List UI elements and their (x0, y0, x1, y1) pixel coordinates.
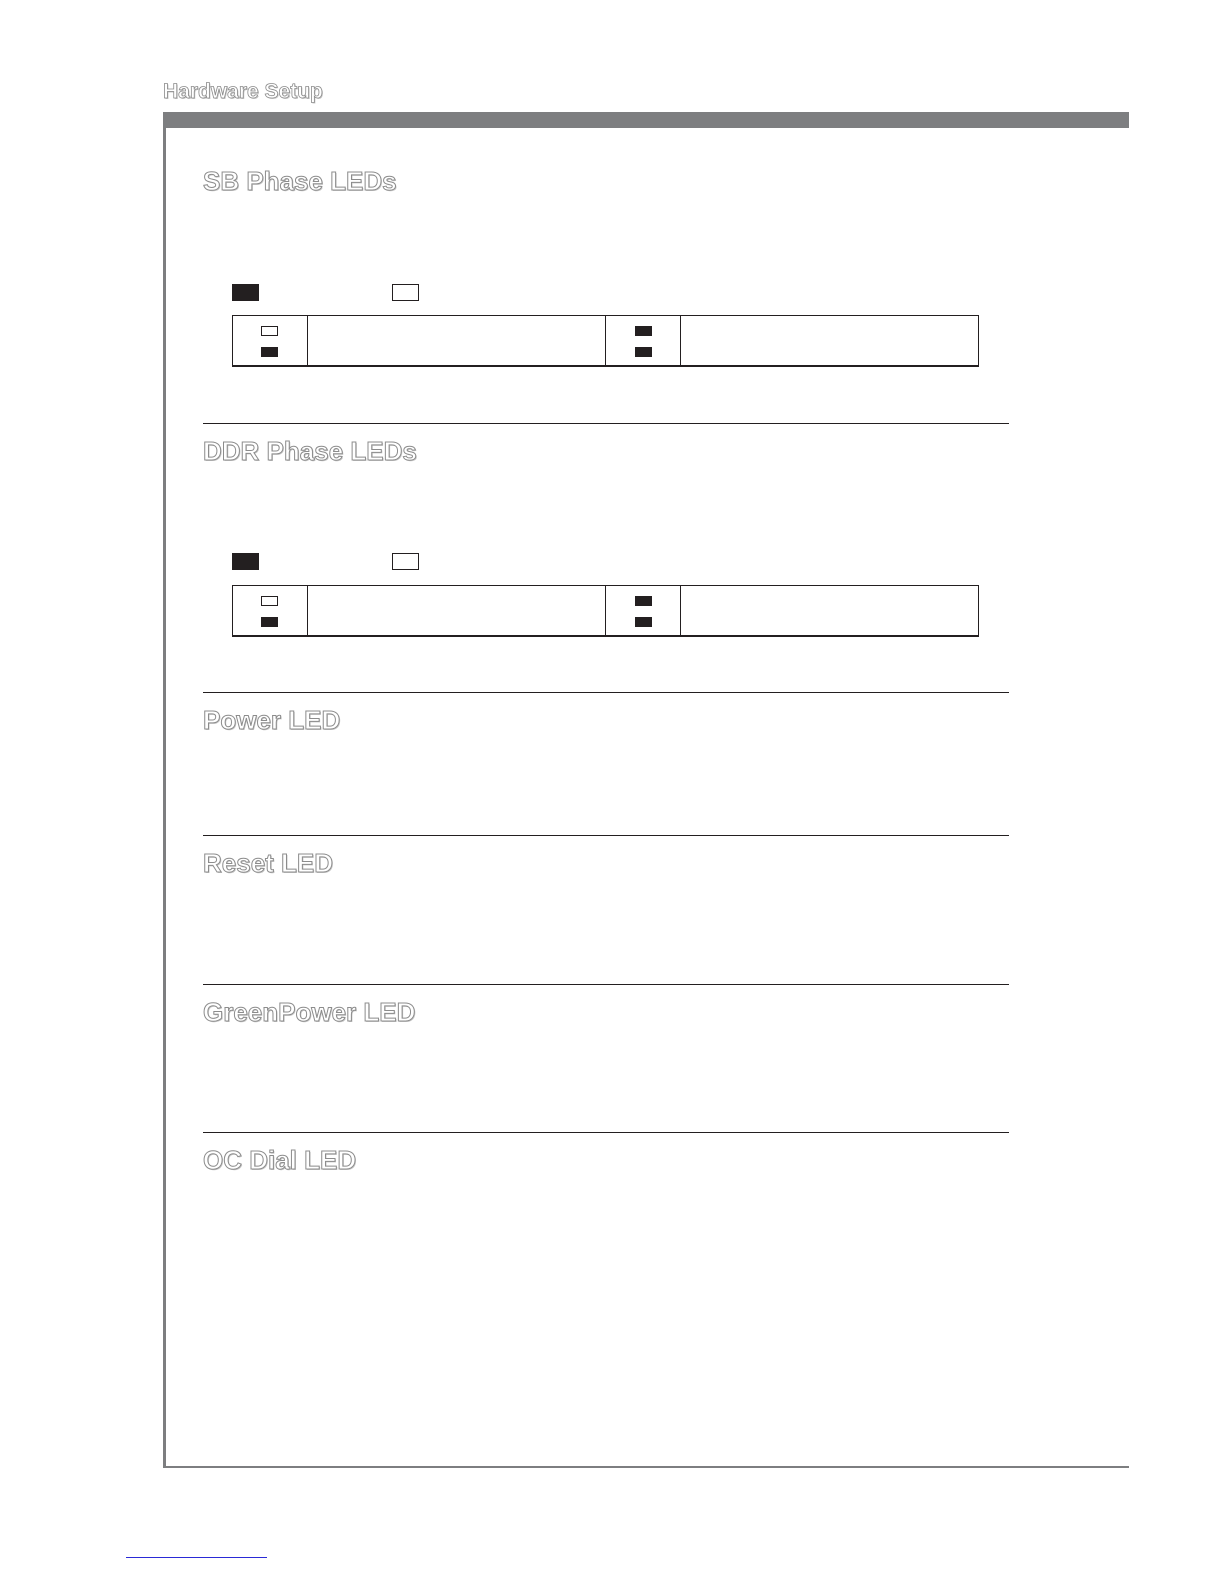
ddr-phase-led-table (232, 585, 979, 637)
section-title-power-led: Power LED (203, 705, 341, 735)
bottom-rule (163, 1466, 1129, 1468)
section-title-greenpower-led: GreenPower LED (203, 997, 416, 1027)
led-state-off-icon (261, 596, 278, 606)
section-title-oc-dial-led: OC Dial LED (203, 1145, 357, 1175)
led-state-on-icon (635, 326, 652, 336)
led-state-off-icon (261, 326, 278, 336)
table-column-rule (605, 586, 606, 635)
section-divider (203, 984, 1009, 985)
led-state-on-icon (261, 347, 278, 357)
table-column-rule (307, 316, 308, 365)
section-divider (203, 423, 1009, 424)
led-state-on-icon (635, 596, 652, 606)
legend-led-off-icon (392, 553, 419, 570)
led-state-on-icon (635, 617, 652, 627)
page-header-title: Hardware Setup (163, 80, 323, 103)
table-column-rule (680, 586, 681, 635)
footer-link-underline[interactable] (126, 1557, 267, 1558)
led-state-on-icon (635, 347, 652, 357)
section-title-sb-phase-leds: SB Phase LEDs (203, 166, 397, 196)
sb-phase-led-table (232, 315, 979, 367)
section-divider (203, 1132, 1009, 1133)
legend-led-off-icon (392, 284, 419, 301)
table-column-rule (605, 316, 606, 365)
led-state-on-icon (261, 617, 278, 627)
section-divider (203, 835, 1009, 836)
header-bar (163, 112, 1129, 128)
section-title-ddr-phase-leds: DDR Phase LEDs (203, 436, 417, 466)
section-title-reset-led: Reset LED (203, 848, 334, 878)
left-margin-rule (163, 112, 166, 1468)
legend-led-on-icon (232, 553, 259, 570)
legend-led-on-icon (232, 284, 259, 301)
section-divider (203, 692, 1009, 693)
table-column-rule (680, 316, 681, 365)
table-column-rule (307, 586, 308, 635)
